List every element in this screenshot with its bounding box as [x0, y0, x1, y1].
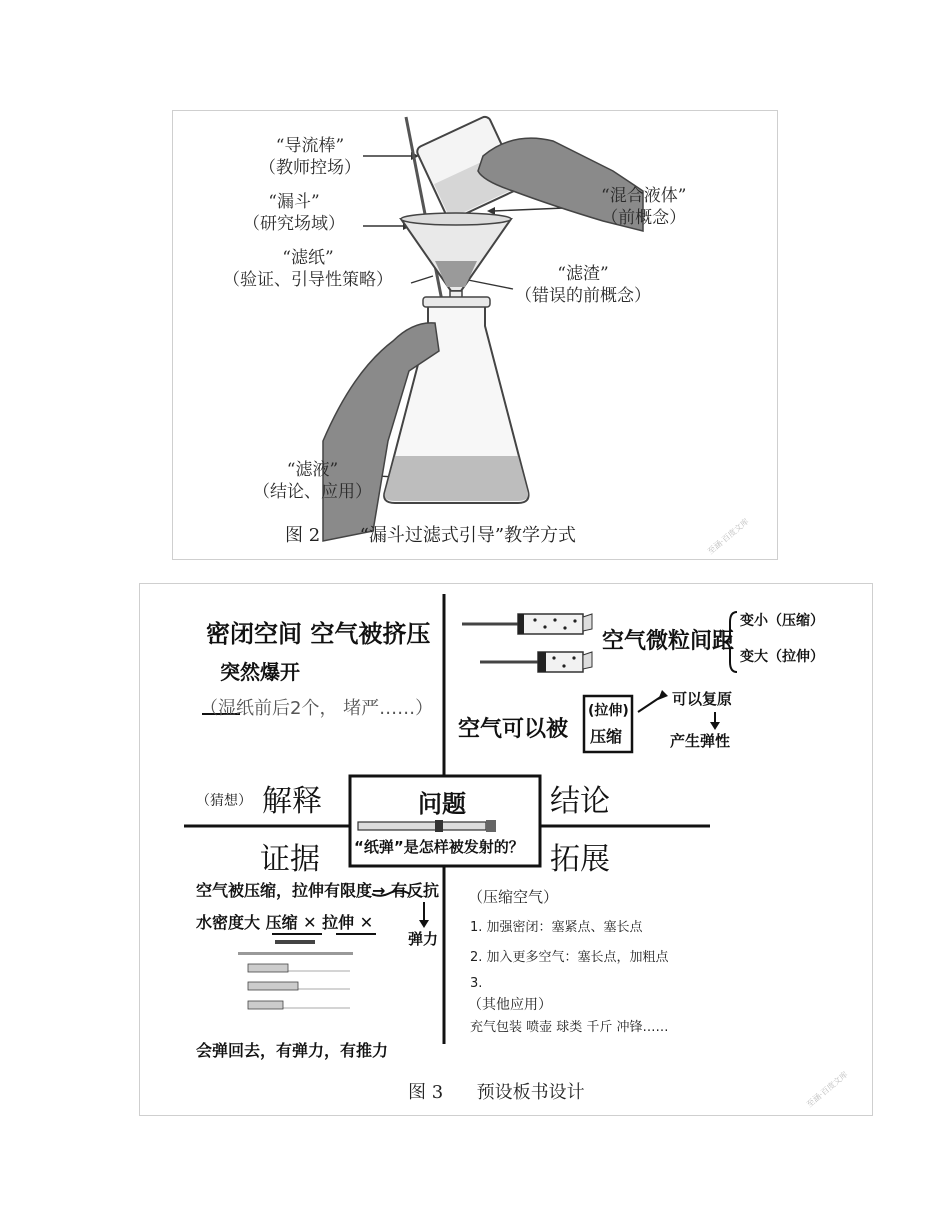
figure-2-caption: “漏斗过滤式引导”教学方式	[359, 525, 577, 546]
watermark-2: 至涵·百度文库	[805, 1069, 850, 1110]
mid-question: 问题	[418, 790, 466, 818]
bl-footer: 会弹回去，有弹力，有推力	[196, 1041, 389, 1060]
label-mixture-desc: （前概念）	[601, 208, 687, 228]
syringe-compressed	[462, 614, 592, 634]
bl-line1: 空气被压缩，拉伸有限度	[196, 881, 373, 900]
figure-3-number: 图 3	[408, 1082, 444, 1103]
bl-force: 弹力	[408, 930, 439, 948]
br-head: （压缩空气）	[468, 888, 559, 906]
br-other: （其他应用）	[468, 997, 552, 1013]
bl-line1-b: → 有反抗	[372, 881, 439, 900]
mid-question-text: “纸弹”是怎样被发射的？	[354, 838, 524, 856]
label-filtrate: “滤液”	[286, 460, 339, 480]
tl-line1: 密闭空间 空气被挤压	[206, 620, 431, 648]
label-mixture: “混合液体”	[601, 186, 687, 206]
tl-line3-b: 前后2个， 堵严……）	[254, 698, 434, 719]
tl-line2: 突然爆开	[220, 660, 300, 684]
label-filter-paper: “滤纸”	[282, 248, 334, 268]
br-item3: 3.	[470, 976, 483, 991]
tl-line3-a: （湿纸	[200, 698, 254, 719]
figure-2-panel	[172, 110, 778, 560]
label-residue: “滤渣”	[557, 264, 609, 284]
tr-box-2: 压缩	[590, 727, 623, 746]
label-filtrate-desc: （结论、应用）	[253, 482, 372, 502]
tr-arrow-1: 可以复原	[672, 690, 733, 708]
br-uses: 充气包装 喷壶 球类 千斤 冲锋……	[470, 1020, 669, 1035]
mid-evidence: 证据	[260, 842, 320, 877]
label-residue-desc: （错误的前概念）	[515, 286, 651, 306]
mid-explain: 解释	[262, 784, 322, 819]
mid-guess: （猜想）	[196, 793, 252, 809]
figure-3-panel	[139, 583, 873, 1116]
label-funnel-desc: （研究场域）	[243, 214, 345, 234]
tr-can-be: 空气可以被	[458, 717, 569, 742]
mini-worksheet	[232, 938, 357, 1038]
label-stirring-rod-desc: （教师控场）	[259, 158, 361, 178]
tr-bracket-1: 变小（压缩）	[740, 613, 824, 629]
br-item1: 1. 加强密闭：塞紧点、塞长点	[470, 920, 643, 935]
tr-bracket-2: 变大（拉伸）	[740, 649, 824, 665]
figure-3-caption: 预设板书设计	[476, 1082, 585, 1103]
figure-2-number: 图 2	[285, 525, 321, 546]
tr-box-1: (拉伸)	[588, 703, 629, 719]
mid-extension: 拓展	[550, 842, 610, 877]
label-stirring-rod: “导流棒”	[275, 136, 345, 156]
bl-line2: 水密度大 压缩 ✕ 拉伸 ✕	[196, 913, 374, 932]
tr-particle-spacing: 空气微粒间距	[602, 629, 735, 654]
br-item2: 2. 加入更多空气：塞长点，加粗点	[470, 950, 669, 965]
tr-arrow-2: 产生弹性	[670, 732, 731, 750]
label-filter-paper-desc: （验证、引导性策略）	[223, 270, 393, 290]
mid-conclusion: 结论	[550, 784, 610, 819]
syringe-stretched	[480, 652, 592, 672]
label-funnel: “漏斗”	[268, 192, 320, 212]
watermark: 至涵·百度文库	[706, 516, 751, 557]
